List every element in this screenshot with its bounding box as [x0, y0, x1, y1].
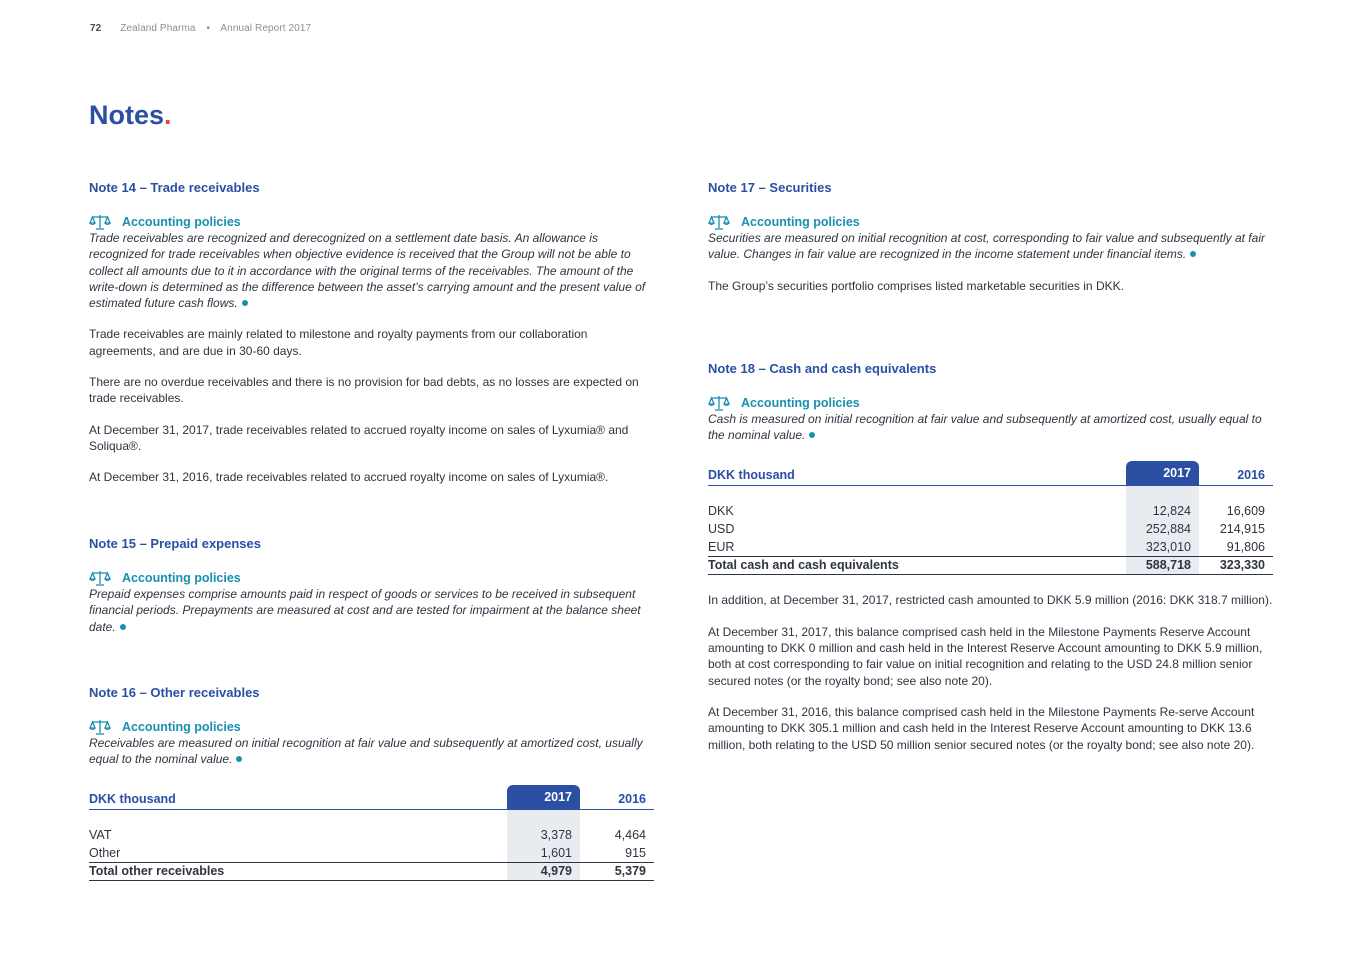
total-2017: 4,979: [540, 864, 572, 879]
total-2016: 323,330: [1219, 558, 1265, 573]
scales-icon: [89, 570, 111, 586]
table-unit-label: DKK thousand: [708, 467, 795, 482]
total-label: Total other receivables: [89, 864, 225, 879]
value-2017: 252,884: [1145, 521, 1191, 536]
note-16-title: Note 16 – Other receivables: [89, 685, 260, 700]
page-header: [90, 23, 311, 34]
note-18-para-3: At December 31, 2016, this balance comprised cash held in the Milestone Payments Re-serve Account amounting to DKK 305.1 million and cash held in the Interest Reserve Account amounting to DKK 13.6 million, both relating to the USD 50 million senior secured notes (or the royalty bond; see also note 20).: [708, 704, 1255, 752]
company-name: Zealand Pharma: [120, 23, 196, 34]
end-dot-icon: [809, 432, 815, 438]
note-16-policies-body: Receivables are measured on initial recognition at fair value and subsequently at amortized cost, usually equal to the nominal value.: [89, 736, 643, 767]
table-row: [708, 538, 1273, 556]
value-2016: 915: [625, 845, 646, 860]
table-body: [708, 486, 1273, 576]
note-14-para-4: At December 31, 2016, trade receivables related to accrued royalty income on sales of Lyxumia®.: [89, 470, 609, 485]
scales-icon: [89, 214, 111, 230]
year-current-header: 2017: [1126, 461, 1199, 485]
total-2017: 588,718: [1145, 558, 1191, 573]
note-18-para-1: In addition, at December 31, 2017, restricted cash amounted to DKK 5.9 million (2016: DKK 318.7 million).: [708, 593, 1273, 608]
title-dot: .: [164, 100, 172, 130]
value-2017: 3,378: [540, 827, 572, 842]
note-14: [89, 180, 655, 486]
note-16-policies-label: Accounting policies: [122, 719, 241, 734]
table-unit-label: DKK thousand: [89, 791, 176, 806]
note-14-policies-label: Accounting policies: [122, 214, 241, 229]
report-name: Annual Report 2017: [220, 23, 312, 34]
value-2017: 12,824: [1152, 503, 1191, 518]
other-receivables-table: [89, 782, 654, 882]
end-dot-icon: [1190, 251, 1196, 257]
note-17: [708, 180, 1273, 294]
table-total-row: [89, 862, 654, 881]
value-2016: 91,806: [1226, 540, 1265, 555]
note-14-para-2: There are no overdue receivables and there is no provision for bad debts, as no losses are expected on trade receivables.: [89, 375, 639, 406]
end-dot-icon: [120, 624, 126, 630]
year-current-header: 2017: [507, 785, 580, 809]
note-17-policies-text: [708, 230, 1273, 263]
total-2016: 5,379: [614, 864, 646, 879]
note-15: [89, 536, 655, 635]
end-dot-icon: [236, 756, 242, 762]
table-row: [708, 502, 1273, 520]
note-16-policies-heading: [89, 718, 655, 735]
page-title: [89, 100, 172, 131]
table-row: [89, 844, 654, 862]
row-label: USD: [708, 521, 735, 536]
note-18: [708, 361, 1273, 753]
row-label: EUR: [708, 540, 735, 555]
header-separator: •: [206, 23, 211, 34]
table-total-row: [708, 556, 1273, 575]
note-16-policies-text: [89, 735, 655, 768]
note-18-title: Note 18 – Cash and cash equivalents: [708, 361, 937, 376]
total-label: Total cash and cash equivalents: [708, 558, 899, 573]
row-label: VAT: [89, 827, 112, 842]
row-label: Other: [89, 845, 121, 860]
note-14-policies-body: Trade receivables are recognized and derecognized on a settlement date basis. An allowance is recognized for trade receivables when objective evidence is received that the Group will not be able to collect all amounts due to it in accordance with the original terms of the receivables. The amount of the write-down is determined as the difference between the asset’s carrying amount and the present value of estimated future cash flows.: [89, 231, 646, 311]
note-15-policies-body: Prepaid expenses comprise amounts paid in respect of goods or services to be received in subsequent financial periods. Prepayments are measured at cost and are tested for impairment at the balance sheet date.: [89, 587, 641, 634]
year-previous-header: 2016: [618, 791, 646, 806]
note-17-para-1: The Group’s securities portfolio comprises listed marketable securities in DKK.: [708, 278, 1124, 293]
note-14-para-3: At December 31, 2017, trade receivables related to accrued royalty income on sales of Lyxumia® and Soliqua®.: [89, 422, 629, 453]
note-16: [89, 685, 655, 881]
value-2017: 1,601: [540, 845, 572, 860]
table-header: [89, 782, 654, 810]
page-number: 72: [90, 23, 102, 34]
note-18-policies-body: Cash is measured on initial recognition at fair value and subsequently at amortized cost, usually equal to the nominal value.: [708, 412, 1262, 443]
note-14-title: Note 14 – Trade receivables: [89, 180, 260, 195]
scales-icon: [89, 719, 111, 735]
note-15-title: Note 15 – Prepaid expenses: [89, 536, 261, 551]
note-18-para-2: At December 31, 2017, this balance comprised cash held in the Milestone Payments Reserve Account amounting to DKK 0 million and cash held in the Interest Reserve Account amounting to DKK 5.9 million, both at cost corresponding to fair value on initial recognition and relating to the USD 24.8 million senior secured notes (or the royalty bond; see also note 20).: [708, 624, 1263, 688]
value-2016: 16,609: [1226, 503, 1265, 518]
row-label: DKK: [708, 503, 734, 518]
note-18-policies-label: Accounting policies: [741, 395, 860, 410]
year-previous-header: 2016: [1237, 467, 1265, 482]
note-17-title: Note 17 – Securities: [708, 180, 832, 195]
scales-icon: [708, 395, 730, 411]
table-row: [708, 520, 1273, 538]
value-2016: 4,464: [614, 827, 646, 842]
scales-icon: [708, 214, 730, 230]
end-dot-icon: [242, 300, 248, 306]
note-15-policies-text: [89, 586, 655, 635]
table-body: [89, 810, 654, 882]
value-2016: 214,915: [1219, 521, 1265, 536]
note-17-policies-heading: [708, 213, 1273, 230]
note-14-policies-text: [89, 230, 655, 311]
note-14-para-1: Trade receivables are mainly related to milestone and royalty payments from our collaboration agreements, and are due in 30-60 days.: [89, 327, 588, 358]
note-17-policies-label: Accounting policies: [741, 214, 860, 229]
table-row: [89, 826, 654, 844]
note-14-policies-heading: [89, 213, 655, 230]
note-15-policies-label: Accounting policies: [122, 570, 241, 585]
note-15-policies-heading: [89, 569, 655, 586]
value-2017: 323,010: [1145, 540, 1191, 555]
cash-equivalents-table: [708, 458, 1273, 576]
page-title-text: Notes: [89, 100, 165, 130]
table-header: [708, 458, 1273, 486]
note-18-policies-heading: [708, 394, 1273, 411]
note-17-policies-body: Securities are measured on initial recognition at cost, corresponding to fair value and subsequently at fair value. Changes in fair value are recognized in the income statement under financial items.: [708, 231, 1265, 262]
note-18-policies-text: [708, 411, 1273, 444]
